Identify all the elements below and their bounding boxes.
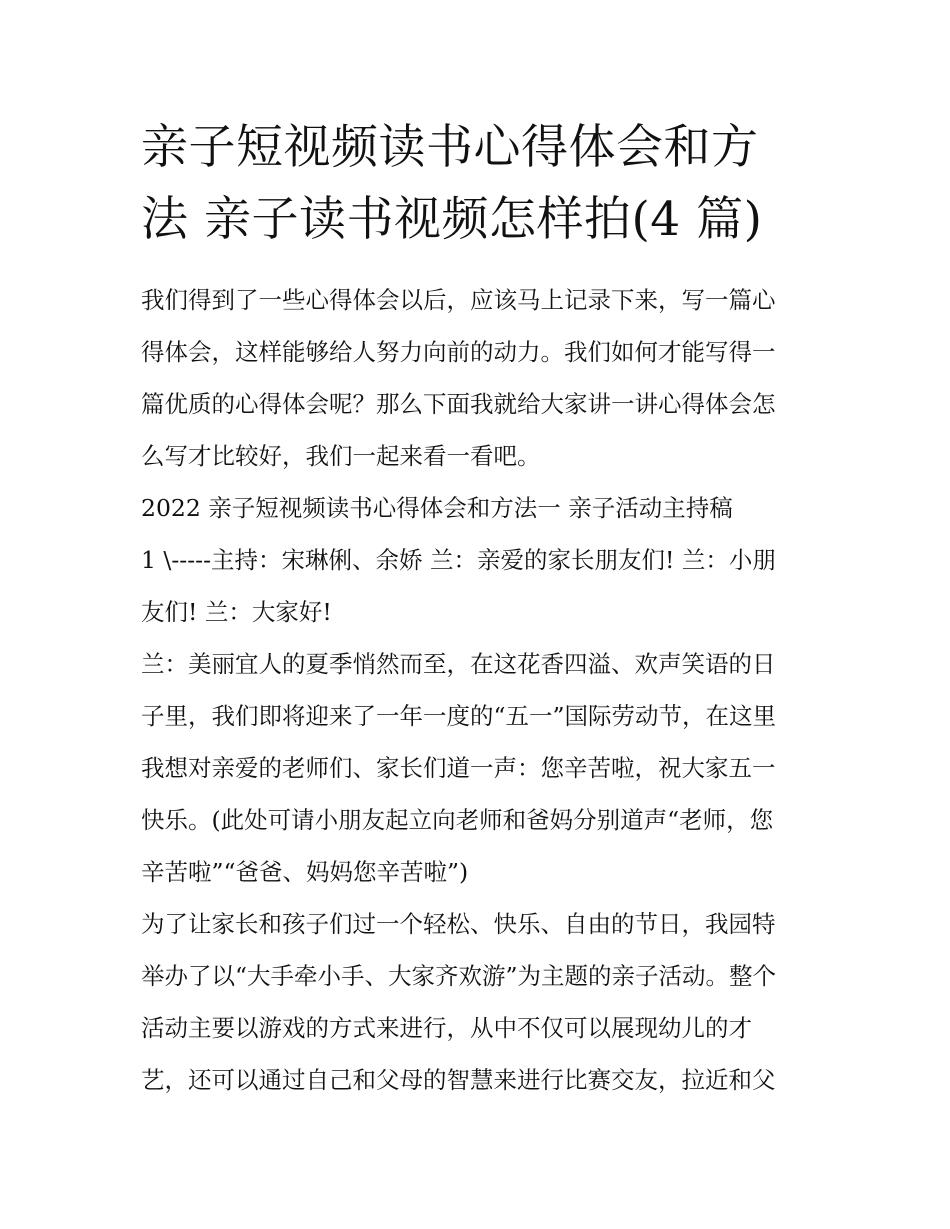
intro-paragraph (141, 274, 813, 482)
text-line: 1 \-----主持：宋琳俐、余娇 兰：亲爱的家长朋友们! 兰：小朋 (141, 546, 776, 574)
text-line: 举办了以“大手牵小手、大家齐欢游”为主题的亲子活动。整个 (141, 962, 777, 990)
text-line: 活动主要以游戏的方式来进行，从中不仅可以展现幼儿的才 (141, 1014, 752, 1042)
text-line: 篇优质的心得体会呢？那么下面我就给大家讲一讲心得体会怎 (141, 390, 776, 418)
title-line: 法 亲子读书视频怎样拍(4 篇) (141, 192, 763, 247)
text-line: 快乐。(此处可请小朋友起立向老师和爸妈分别道声“老师，您 (141, 806, 774, 834)
text-line: 得体会，这样能够给人努力向前的动力。我们如何才能写得一 (141, 338, 776, 366)
text-line: 我们得到了一些心得体会以后，应该马上记录下来，写一篇心 (141, 286, 776, 314)
section-heading-paragraph (141, 482, 813, 534)
text-line: 艺，还可以通过自己和父母的智慧来进行比赛交友，拉近和父 (141, 1066, 776, 1094)
text-line: 么写才比较好，我们一起来看一看吧。 (141, 442, 541, 470)
text-line: 2022 亲子短视频读书心得体会和方法一 亲子活动主持稿 (141, 494, 733, 522)
greeting-paragraph (141, 638, 813, 898)
text-line: 子里，我们即将迎来了一年一度的“五一”国际劳动节，在这里 (141, 702, 777, 730)
text-line: 我想对亲爱的老师们、家长们道一声：您辛苦啦，祝大家五一 (141, 754, 776, 782)
document-body (141, 274, 813, 1106)
document-title (141, 112, 813, 256)
text-line: 友们! 兰：大家好! (141, 598, 332, 626)
document-content (141, 112, 813, 1106)
host-paragraph (141, 534, 813, 638)
text-line: 辛苦啦”“爸爸、妈妈您辛苦啦”) (141, 858, 469, 886)
activity-paragraph (141, 898, 813, 1106)
text-line: 为了让家长和孩子们过一个轻松、快乐、自由的节日，我园特 (141, 910, 776, 938)
text-line: 兰：美丽宜人的夏季悄然而至，在这花香四溢、欢声笑语的日 (141, 650, 776, 678)
title-line: 亲子短视频读书心得体会和方 (141, 120, 759, 175)
